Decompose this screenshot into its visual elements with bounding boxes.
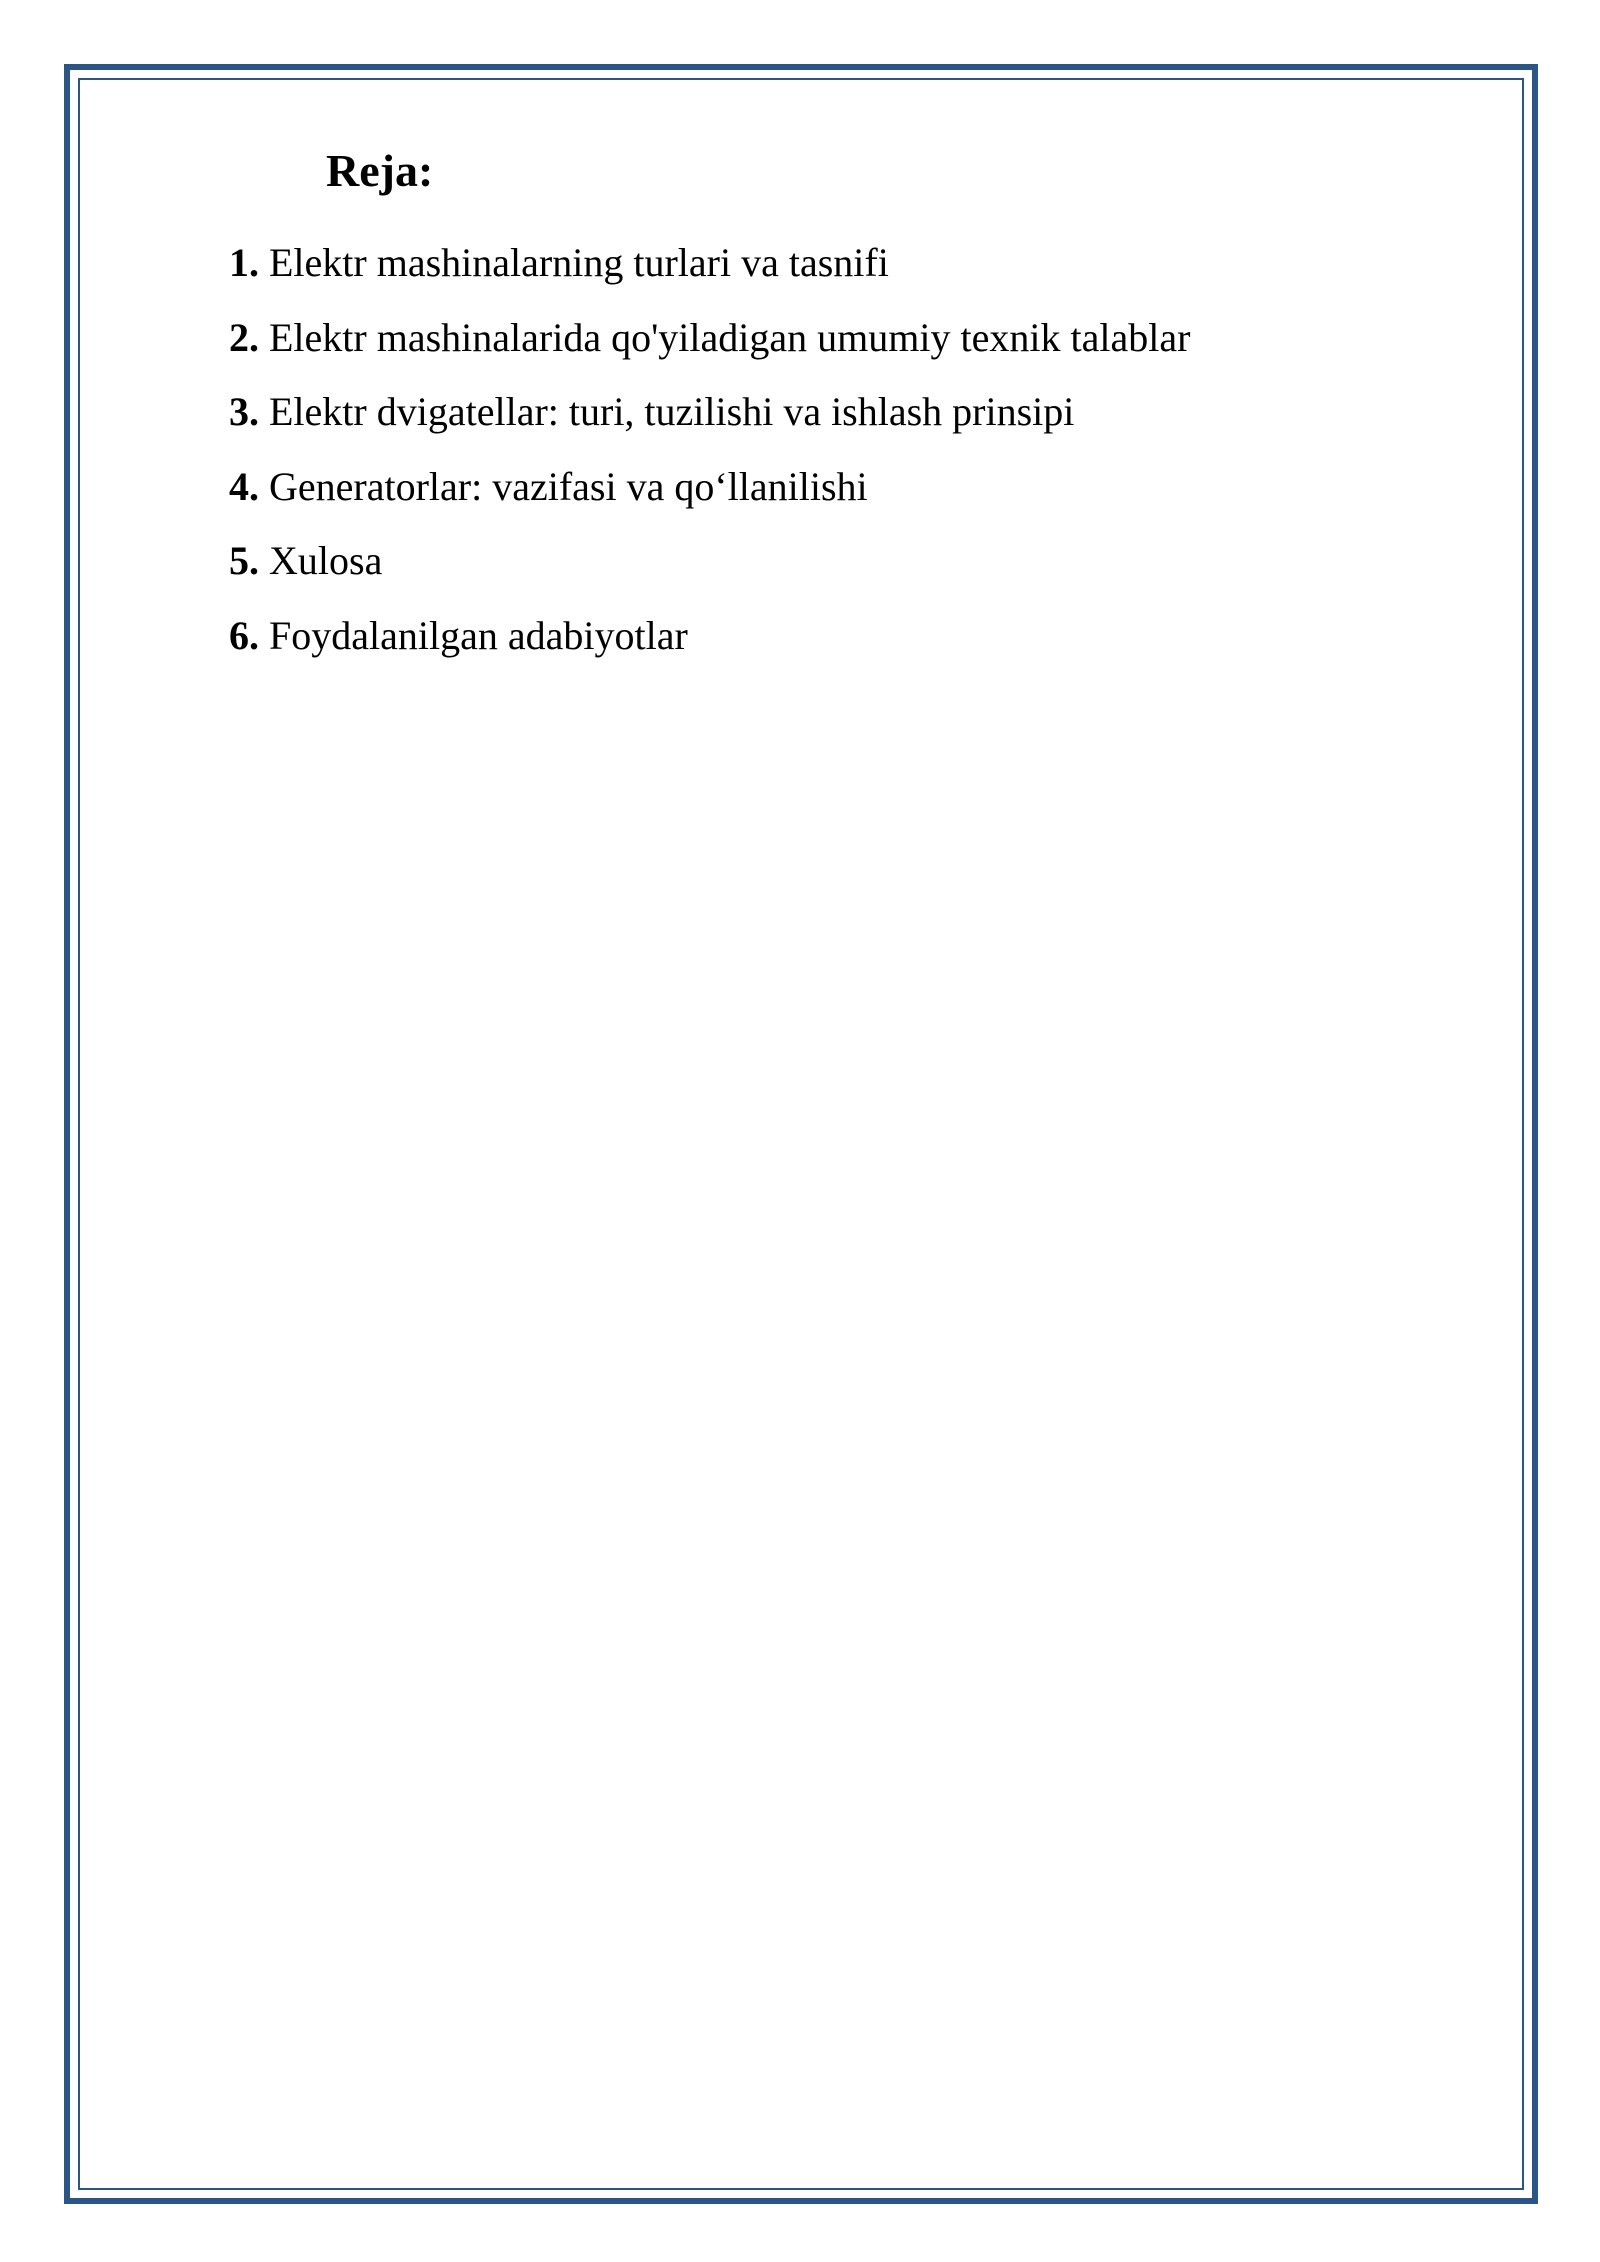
plan-item-number: 6. [229, 612, 259, 658]
plan-list [229, 236, 1190, 683]
plan-item [229, 460, 1190, 535]
plan-item-number: 1. [229, 240, 259, 285]
plan-item-text: Elektr mashinalarida qo'yiladigan umumiy texnik talablar [269, 314, 1191, 360]
plan-item [229, 609, 1190, 684]
plan-item-text: Elektr dvigatellar: turi, tuzilishi va ishlash prinsipi [269, 389, 1075, 434]
plan-item-text: Xulosa [269, 538, 383, 583]
plan-item-number: 2. [229, 314, 259, 360]
plan-item-number: 5. [229, 538, 259, 583]
page-heading: Reja: [326, 145, 434, 196]
plan-item-text: Generatorlar: vazifasi va qo‘llanilishi [269, 463, 868, 509]
plan-item [229, 534, 1190, 609]
plan-item-text: Elektr mashinalarning turlari va tasnifi [269, 240, 889, 285]
plan-item-text: Foydalanilgan adabiyotlar [269, 612, 688, 658]
plan-item [229, 236, 1190, 311]
plan-item [229, 311, 1190, 386]
plan-item-number: 3. [229, 389, 259, 434]
plan-item [229, 385, 1190, 460]
plan-item-number: 4. [229, 463, 259, 509]
